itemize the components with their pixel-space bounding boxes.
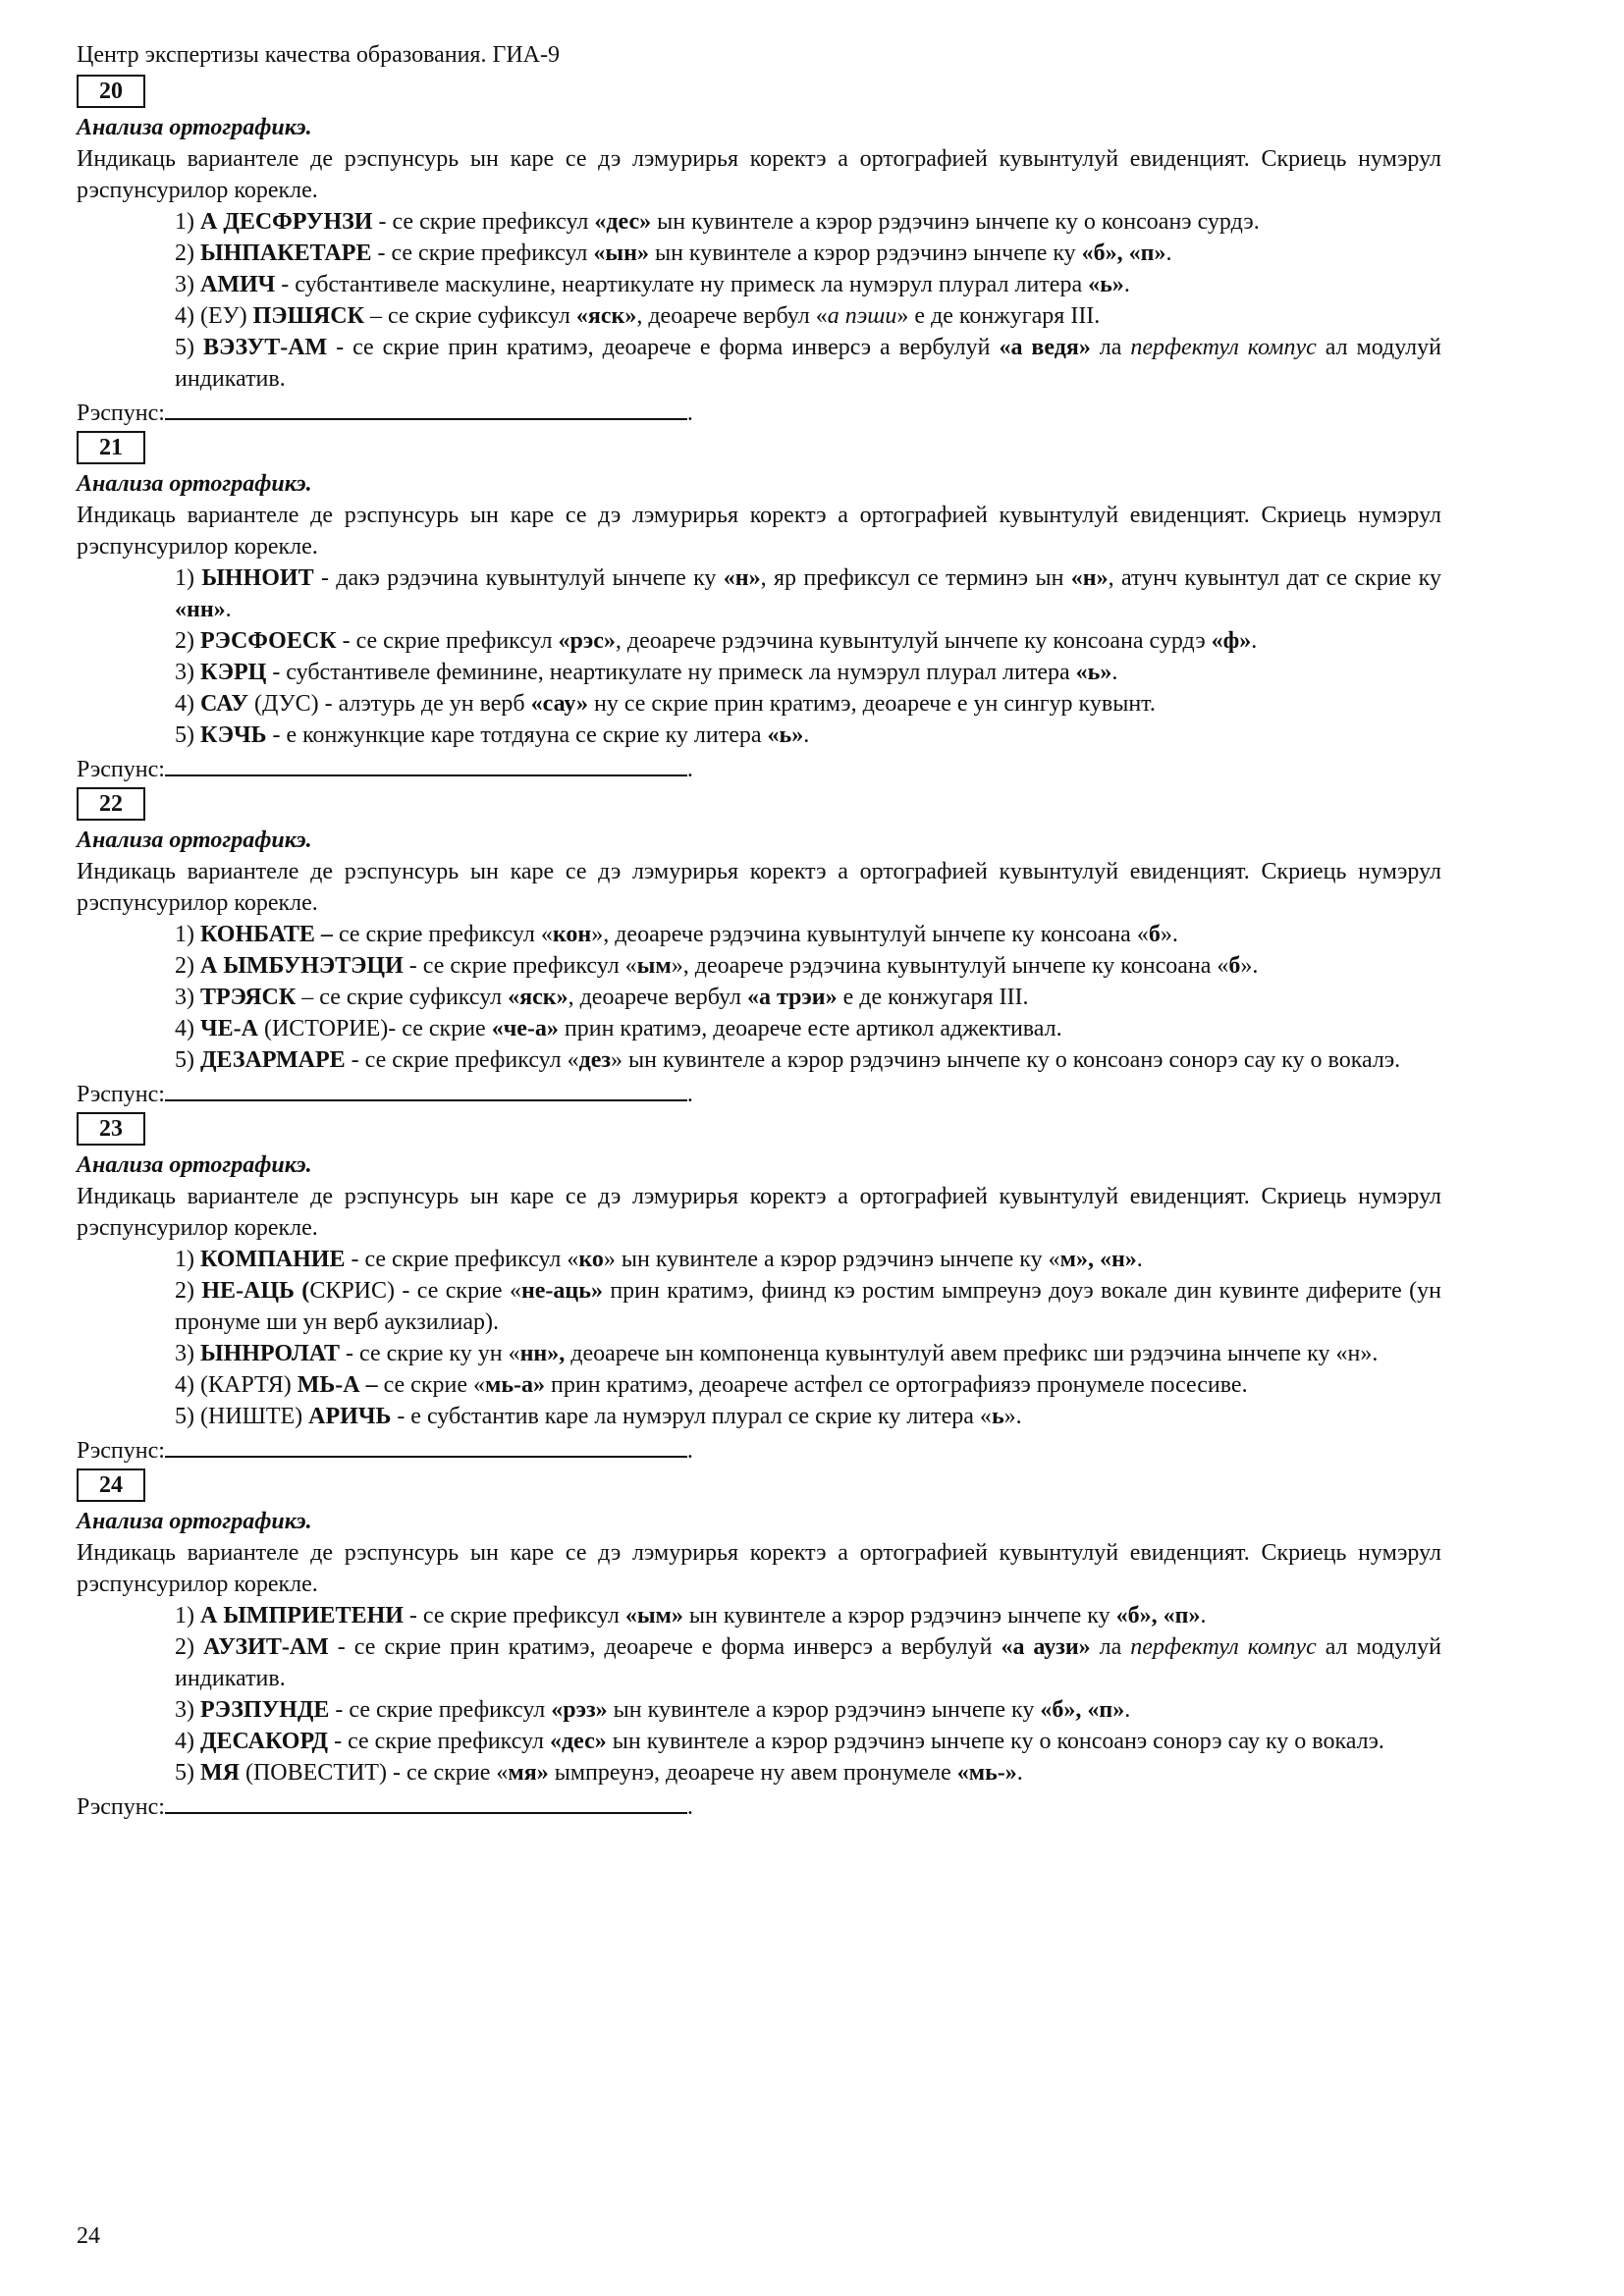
option-text-segment: се скрие префиксул « xyxy=(332,922,553,947)
option-text-segment: «рэз» xyxy=(551,1697,608,1723)
option-text-segment: ВЭЗУТ-АМ xyxy=(202,335,328,360)
answer-option xyxy=(77,269,1441,300)
task-title: Анализа ортографикэ. xyxy=(77,828,312,853)
option-text-segment: ПЭШЯСК xyxy=(252,303,365,329)
answer-input-line[interactable] xyxy=(165,395,687,420)
task-instruction: Индикаць вариантеле де рэспунсурь ын каре се дэ лэмурирья коректэ а ортографией кувынтулуй евиденцият. Скриець нумэрул рэспунсурилор корекле. xyxy=(77,503,1441,560)
answer-option xyxy=(77,1726,1441,1757)
answer-option xyxy=(77,238,1441,269)
option-text-segment: 1) xyxy=(175,1603,200,1629)
option-text-segment: ал модулуй индикатив. xyxy=(175,335,1442,392)
option-text-segment: 2) xyxy=(175,1634,203,1660)
task-title: Анализа ортографикэ. xyxy=(77,1509,312,1534)
option-text-segment: - се скрие прин кратимэ, деоарече е форма инверсэ а вербулуй xyxy=(328,1634,1001,1660)
option-text-segment: «б», «п» xyxy=(1040,1697,1125,1723)
option-text-segment: , яр префиксул се терминэ ын xyxy=(760,565,1071,591)
answer-input-line[interactable] xyxy=(165,1432,687,1458)
task-block xyxy=(77,429,1441,785)
answer-option xyxy=(77,720,1441,751)
option-text-segment: «нн» xyxy=(175,597,226,622)
answer-option xyxy=(77,1013,1441,1044)
task-block xyxy=(77,785,1441,1110)
option-text-segment: 2) xyxy=(175,953,200,979)
option-text-segment: ». xyxy=(1003,1404,1022,1429)
option-text-segment: . xyxy=(1165,240,1172,266)
option-text-segment: дез xyxy=(578,1047,612,1073)
option-text-segment: АУЗИТ-АМ xyxy=(202,1634,329,1660)
option-text-segment: деоарече ын компоненца кувынтулуй авем префикс ши рэдэчина ынчепе ку «н». xyxy=(565,1341,1379,1366)
option-text-segment: РЭЗПУНДЕ xyxy=(200,1697,330,1723)
option-text-segment: 2) xyxy=(175,240,200,266)
option-text-segment: . xyxy=(1124,1697,1131,1723)
answer-option xyxy=(77,1244,1441,1275)
answer-option xyxy=(77,300,1441,332)
option-text-segment: кон xyxy=(552,922,592,947)
task-number-box: 24 xyxy=(77,1468,145,1502)
option-text-segment: А ЫМБУНЭТЭЦИ xyxy=(200,953,404,979)
option-text-segment: - се скрие префиксул xyxy=(372,209,595,235)
option-text-segment: «б», «п» xyxy=(1081,240,1166,266)
option-text-segment: - се скрие прин кратимэ, деоарече е форма инверсэ а вербулуй xyxy=(327,335,1000,360)
option-text-segment: 3) xyxy=(175,660,200,685)
option-text-segment: «дес» xyxy=(594,209,652,235)
option-text-segment: 4) (ЕУ) xyxy=(175,303,253,329)
option-text-segment: А ДЕСФРУНЗИ xyxy=(200,209,373,235)
option-text-segment: ЫНПАКЕТАРЕ xyxy=(200,240,372,266)
option-text-segment: РЭСФОЕСК xyxy=(200,628,337,654)
option-text-segment: - субстантивеле феминине, неартикулате ну примеск ла нумэрул плурал литера xyxy=(266,660,1076,685)
option-text-segment: мь-а» xyxy=(484,1372,545,1398)
option-text-segment: 3) xyxy=(175,272,200,297)
option-text-segment: 3) xyxy=(175,1697,200,1723)
option-text-segment: – се скрие суфиксул xyxy=(296,985,509,1010)
option-text-segment: - се скрие префиксул « xyxy=(345,1047,579,1073)
option-text-segment: МЬ-А – xyxy=(297,1372,378,1398)
option-text-segment: ал модулуй индикатив. xyxy=(175,1634,1442,1691)
option-text-segment: 1) xyxy=(175,565,202,591)
option-text-segment: ь xyxy=(991,1404,1004,1429)
option-text-segment: - дакэ рэдэчина кувынтулуй ынчепе ку xyxy=(313,565,724,591)
option-text-segment: ». xyxy=(1240,953,1259,979)
option-text-segment: . xyxy=(1111,660,1118,685)
option-text-segment: ну се скрие прин кратимэ, деоарече е ун сингур кувынт. xyxy=(587,691,1156,717)
option-text-segment: КОНБАТЕ – xyxy=(200,922,333,947)
answer-row: Рэспунс: . xyxy=(77,751,1441,785)
option-text-segment: 5) xyxy=(175,1047,200,1073)
answer-label: Рэспунс: xyxy=(77,1438,165,1464)
option-text-segment: 5) xyxy=(175,1760,200,1786)
answer-row: Рэспунс: . xyxy=(77,1432,1441,1467)
answer-option xyxy=(77,657,1441,688)
option-text-segment: ын кувинтеле а кэрор рэдэчинэ ынчепе ку xyxy=(648,240,1082,266)
option-text-segment: ЧЕ-А xyxy=(200,1016,258,1041)
option-text-segment: 3) xyxy=(175,1341,200,1366)
option-text-segment: прин кратимэ, фиинд кэ ростим ымпреунэ доуэ вокале дин кувинте диферите (ун пронуме ши ун верб аукзилиар). xyxy=(175,1278,1441,1335)
option-text-segment: , атунч кувынтул дат се скрие ку xyxy=(1108,565,1441,591)
option-text-segment: НЕ-АЦЬ ( xyxy=(201,1278,310,1304)
option-text-segment: ЫННОИТ xyxy=(201,565,314,591)
option-text-segment: – се скрие суфиксул xyxy=(364,303,576,329)
option-text-segment: - е субстантив каре ла нумэрул плурал се скрие ку литера « xyxy=(391,1404,992,1429)
task-instruction: Индикаць вариантеле де рэспунсурь ын каре се дэ лэмурирья коректэ а ортографией кувынтулуй евиденцият. Скриець нумэрул рэспунсурилор корекле. xyxy=(77,859,1441,916)
option-text-segment: . xyxy=(1200,1603,1207,1629)
option-text-segment: - се скрие префиксул xyxy=(336,628,559,654)
option-text-segment: СКРИС) - се скрие « xyxy=(309,1278,521,1304)
task-title: Анализа ортографикэ. xyxy=(77,115,312,140)
option-text-segment: 5) xyxy=(175,335,203,360)
option-text-segment: (ПОВЕСТИТ) - се скрие « xyxy=(239,1760,509,1786)
option-text-segment: ын кувинтеле а кэрор рэдэчинэ ынчепе ку xyxy=(682,1603,1116,1629)
option-text-segment: ЫННРОЛАТ xyxy=(200,1341,341,1366)
option-text-segment: а пэши xyxy=(827,303,897,329)
option-text-segment: «н» xyxy=(723,565,761,591)
task-block xyxy=(77,1110,1441,1467)
option-text-segment: . xyxy=(1016,1760,1023,1786)
option-text-segment: » ын кувинтеле а кэрор рэдэчинэ ынчепе ку « xyxy=(603,1247,1060,1272)
option-text-segment: . xyxy=(1251,628,1258,654)
answer-option xyxy=(77,1631,1441,1694)
option-text-segment: ко xyxy=(578,1247,604,1272)
option-text-segment: «яск» xyxy=(575,303,637,329)
option-text-segment: САУ xyxy=(200,691,248,717)
option-text-segment: м», «н» xyxy=(1059,1247,1137,1272)
answer-option xyxy=(77,1338,1441,1369)
answer-option xyxy=(77,950,1441,982)
option-text-segment: » е де конжугаря III. xyxy=(896,303,1101,329)
option-text-segment: нн», xyxy=(519,1341,566,1366)
option-text-segment: «рэс» xyxy=(558,628,616,654)
option-text-segment: «ь» xyxy=(1088,272,1124,297)
option-text-segment: «мь-» xyxy=(956,1760,1017,1786)
option-text-segment: ын кувинтеле а кэрор рэдэчинэ ынчепе ку о консоанэ сонорэ сау ку о вокалэ. xyxy=(606,1729,1384,1754)
answer-row: Рэспунс: . xyxy=(77,1789,1441,1823)
task-list xyxy=(77,73,1441,1823)
option-text-segment: КОМПАНИЕ xyxy=(200,1247,346,1272)
option-text-segment: . xyxy=(1136,1247,1143,1272)
option-text-segment: - субстантивеле маскулине, неартикулате ну примеск ла нумэрул плурал литера xyxy=(275,272,1089,297)
option-text-segment: 1) xyxy=(175,209,200,235)
task-number-box: 23 xyxy=(77,1112,145,1146)
option-text-segment: - се скрие префиксул xyxy=(403,1603,625,1629)
answer-option xyxy=(77,562,1441,625)
answer-option xyxy=(77,625,1441,657)
answer-input-line[interactable] xyxy=(165,1789,687,1814)
task-block xyxy=(77,1467,1441,1823)
option-text-segment: «че-а» xyxy=(491,1016,559,1041)
option-text-segment: ДЕСАКОРД xyxy=(200,1729,329,1754)
option-text-segment: ын кувинтеле а кэрор рэдэчинэ ынчепе ку о консоанэ сурдэ. xyxy=(651,209,1260,235)
option-text-segment: б xyxy=(1228,953,1241,979)
option-text-segment: прин кратимэ, деоарече есте артикол аджективал. xyxy=(558,1016,1062,1041)
option-text-segment: АМИЧ xyxy=(200,272,276,297)
task-number-box: 20 xyxy=(77,75,145,108)
option-text-segment: ТРЭЯСК xyxy=(200,985,297,1010)
option-text-segment: «ым» xyxy=(624,1603,683,1629)
option-text-segment: » ын кувинтеле а кэрор рэдэчинэ ынчепе ку о консоанэ сонорэ сау ку о вокалэ. xyxy=(611,1047,1401,1073)
answer-option xyxy=(77,1369,1441,1401)
option-text-segment: - е конжункцие каре тотдяуна се скрие ку литера xyxy=(266,722,768,748)
option-text-segment: 1) xyxy=(175,922,200,947)
option-text-segment: (ДУС) - алэтурь де ун верб xyxy=(247,691,531,717)
answer-row: Рэспунс: . xyxy=(77,1076,1441,1110)
option-text-segment: се скрие « xyxy=(377,1372,485,1398)
option-text-segment: ымпреунэ, деоарече ну авем пронумеле xyxy=(548,1760,957,1786)
task-instruction: Индикаць вариантеле де рэспунсурь ын каре се дэ лэмурирья коректэ а ортографией кувынтулуй евиденцият. Скриець нумэрул рэспунсурилор корекле. xyxy=(77,146,1441,203)
option-text-segment: 3) xyxy=(175,985,200,1010)
option-text-segment: 5) xyxy=(175,722,200,748)
option-text-segment: «яск» xyxy=(508,985,568,1010)
task-block xyxy=(77,73,1441,429)
option-text-segment: 2) xyxy=(175,1278,202,1304)
option-text-segment: мя» xyxy=(508,1760,549,1786)
answer-input-line[interactable] xyxy=(165,751,687,776)
option-text-segment: 1) xyxy=(175,1247,200,1272)
option-text-segment: КЭЧЬ xyxy=(200,722,267,748)
option-text-segment: «н» xyxy=(1070,565,1109,591)
option-text-segment: . xyxy=(225,597,232,622)
option-text-segment: ла xyxy=(1090,335,1131,360)
option-text-segment: «б», «п» xyxy=(1115,1603,1201,1629)
task-number-box: 22 xyxy=(77,787,145,821)
option-text-segment: (ИСТОРИЕ)- се скрие xyxy=(257,1016,492,1041)
answer-option xyxy=(77,688,1441,720)
option-text-segment: б xyxy=(1148,922,1161,947)
option-text-segment: ДЕЗАРМАРЕ xyxy=(200,1047,346,1073)
option-text-segment: », деоарече рэдэчина кувынтулуй ынчепе ку консоана « xyxy=(591,922,1149,947)
option-text-segment: перфектул компус xyxy=(1130,1634,1317,1660)
option-text-segment: , деоарече рэдэчина кувынтулуй ынчепе ку консоана сурдэ xyxy=(615,628,1212,654)
answer-option xyxy=(77,982,1441,1013)
option-text-segment: 4) (КАРТЯ) xyxy=(175,1372,298,1398)
option-text-segment: А ЫМПРИЕТЕНИ xyxy=(200,1603,404,1629)
task-title: Анализа ортографикэ. xyxy=(77,471,312,497)
answer-label: Рэспунс: xyxy=(77,400,165,426)
option-text-segment: 4) xyxy=(175,1016,200,1041)
option-text-segment: 5) (НИШТЕ) xyxy=(175,1404,309,1429)
task-instruction: Индикаць вариантеле де рэспунсурь ын каре се дэ лэмурирья коректэ а ортографией кувынтулуй евиденцият. Скриець нумэрул рэспунсурилор корекле. xyxy=(77,1184,1441,1241)
answer-option xyxy=(77,1275,1441,1338)
answer-label: Рэспунс: xyxy=(77,1082,165,1107)
answer-option xyxy=(77,1600,1441,1631)
answer-option xyxy=(77,1044,1441,1076)
answer-option xyxy=(77,1401,1441,1432)
option-text-segment: 2) xyxy=(175,628,200,654)
answer-option xyxy=(77,1757,1441,1789)
answer-option xyxy=(77,332,1441,395)
document-page xyxy=(77,39,1441,1823)
option-text-segment: ». xyxy=(1160,922,1178,947)
option-text-segment: , деоарече вербул xyxy=(568,985,747,1010)
option-text-segment: - се скрие префиксул xyxy=(329,1697,552,1723)
option-text-segment: «ф» xyxy=(1211,628,1252,654)
option-text-segment: АРИЧЬ xyxy=(308,1404,392,1429)
option-text-segment: «дес» xyxy=(549,1729,607,1754)
option-text-segment: - се скрие префиксул « xyxy=(403,953,637,979)
option-text-segment: не-аць» xyxy=(520,1278,603,1304)
option-text-segment: КЭРЦ xyxy=(200,660,267,685)
option-text-segment: ла xyxy=(1090,1634,1131,1660)
option-text-segment: е де конжугаря III. xyxy=(837,985,1029,1010)
option-text-segment: «а ведя» xyxy=(999,335,1091,360)
answer-option xyxy=(77,919,1441,950)
option-text-segment: », деоарече рэдэчина кувынтулуй ынчепе ку консоана « xyxy=(671,953,1229,979)
option-text-segment: , деоарече вербул « xyxy=(636,303,828,329)
option-text-segment: МЯ xyxy=(200,1760,240,1786)
option-text-segment: . xyxy=(1123,272,1130,297)
answer-option xyxy=(77,206,1441,238)
option-text-segment: «ь» xyxy=(767,722,804,748)
option-text-segment: ын кувинтеле а кэрор рэдэчинэ ынчепе ку xyxy=(607,1697,1041,1723)
option-text-segment: - се скрие префиксул xyxy=(371,240,594,266)
answer-label: Рэспунс: xyxy=(77,757,165,782)
option-text-segment: 4) xyxy=(175,1729,200,1754)
option-text-segment: - се скрие префиксул « xyxy=(345,1247,579,1272)
answer-label: Рэспунс: xyxy=(77,1794,165,1820)
option-text-segment: «ын» xyxy=(593,240,649,266)
page-header: Центр экспертизы качества образования. ГИА-9 xyxy=(77,42,560,68)
task-instruction: Индикаць вариантеле де рэспунсурь ын каре се дэ лэмурирья коректэ а ортографией кувынтулуй евиденцият. Скриець нумэрул рэспунсурилор корекле. xyxy=(77,1540,1441,1597)
page-number: 24 xyxy=(77,2223,100,2249)
option-text-segment: «а аузи» xyxy=(1001,1634,1091,1660)
option-text-segment: прин кратимэ, деоарече астфел се ортографиязэ пронумеле посесиве. xyxy=(545,1372,1248,1398)
option-text-segment: перфектул компус xyxy=(1130,335,1317,360)
option-text-segment: «а трэи» xyxy=(746,985,838,1010)
option-text-segment: - се скрие префиксул xyxy=(328,1729,550,1754)
option-text-segment: 4) xyxy=(175,691,200,717)
option-text-segment: . xyxy=(803,722,810,748)
answer-input-line[interactable] xyxy=(165,1076,687,1101)
task-number-box: 21 xyxy=(77,431,145,464)
option-text-segment: - се скрие ку ун « xyxy=(340,1341,520,1366)
answer-row: Рэспунс: . xyxy=(77,395,1441,429)
task-title: Анализа ортографикэ. xyxy=(77,1152,312,1178)
answer-option xyxy=(77,1694,1441,1726)
option-text-segment: «ь» xyxy=(1075,660,1112,685)
option-text-segment: «сау» xyxy=(530,691,588,717)
option-text-segment: ым xyxy=(636,953,672,979)
